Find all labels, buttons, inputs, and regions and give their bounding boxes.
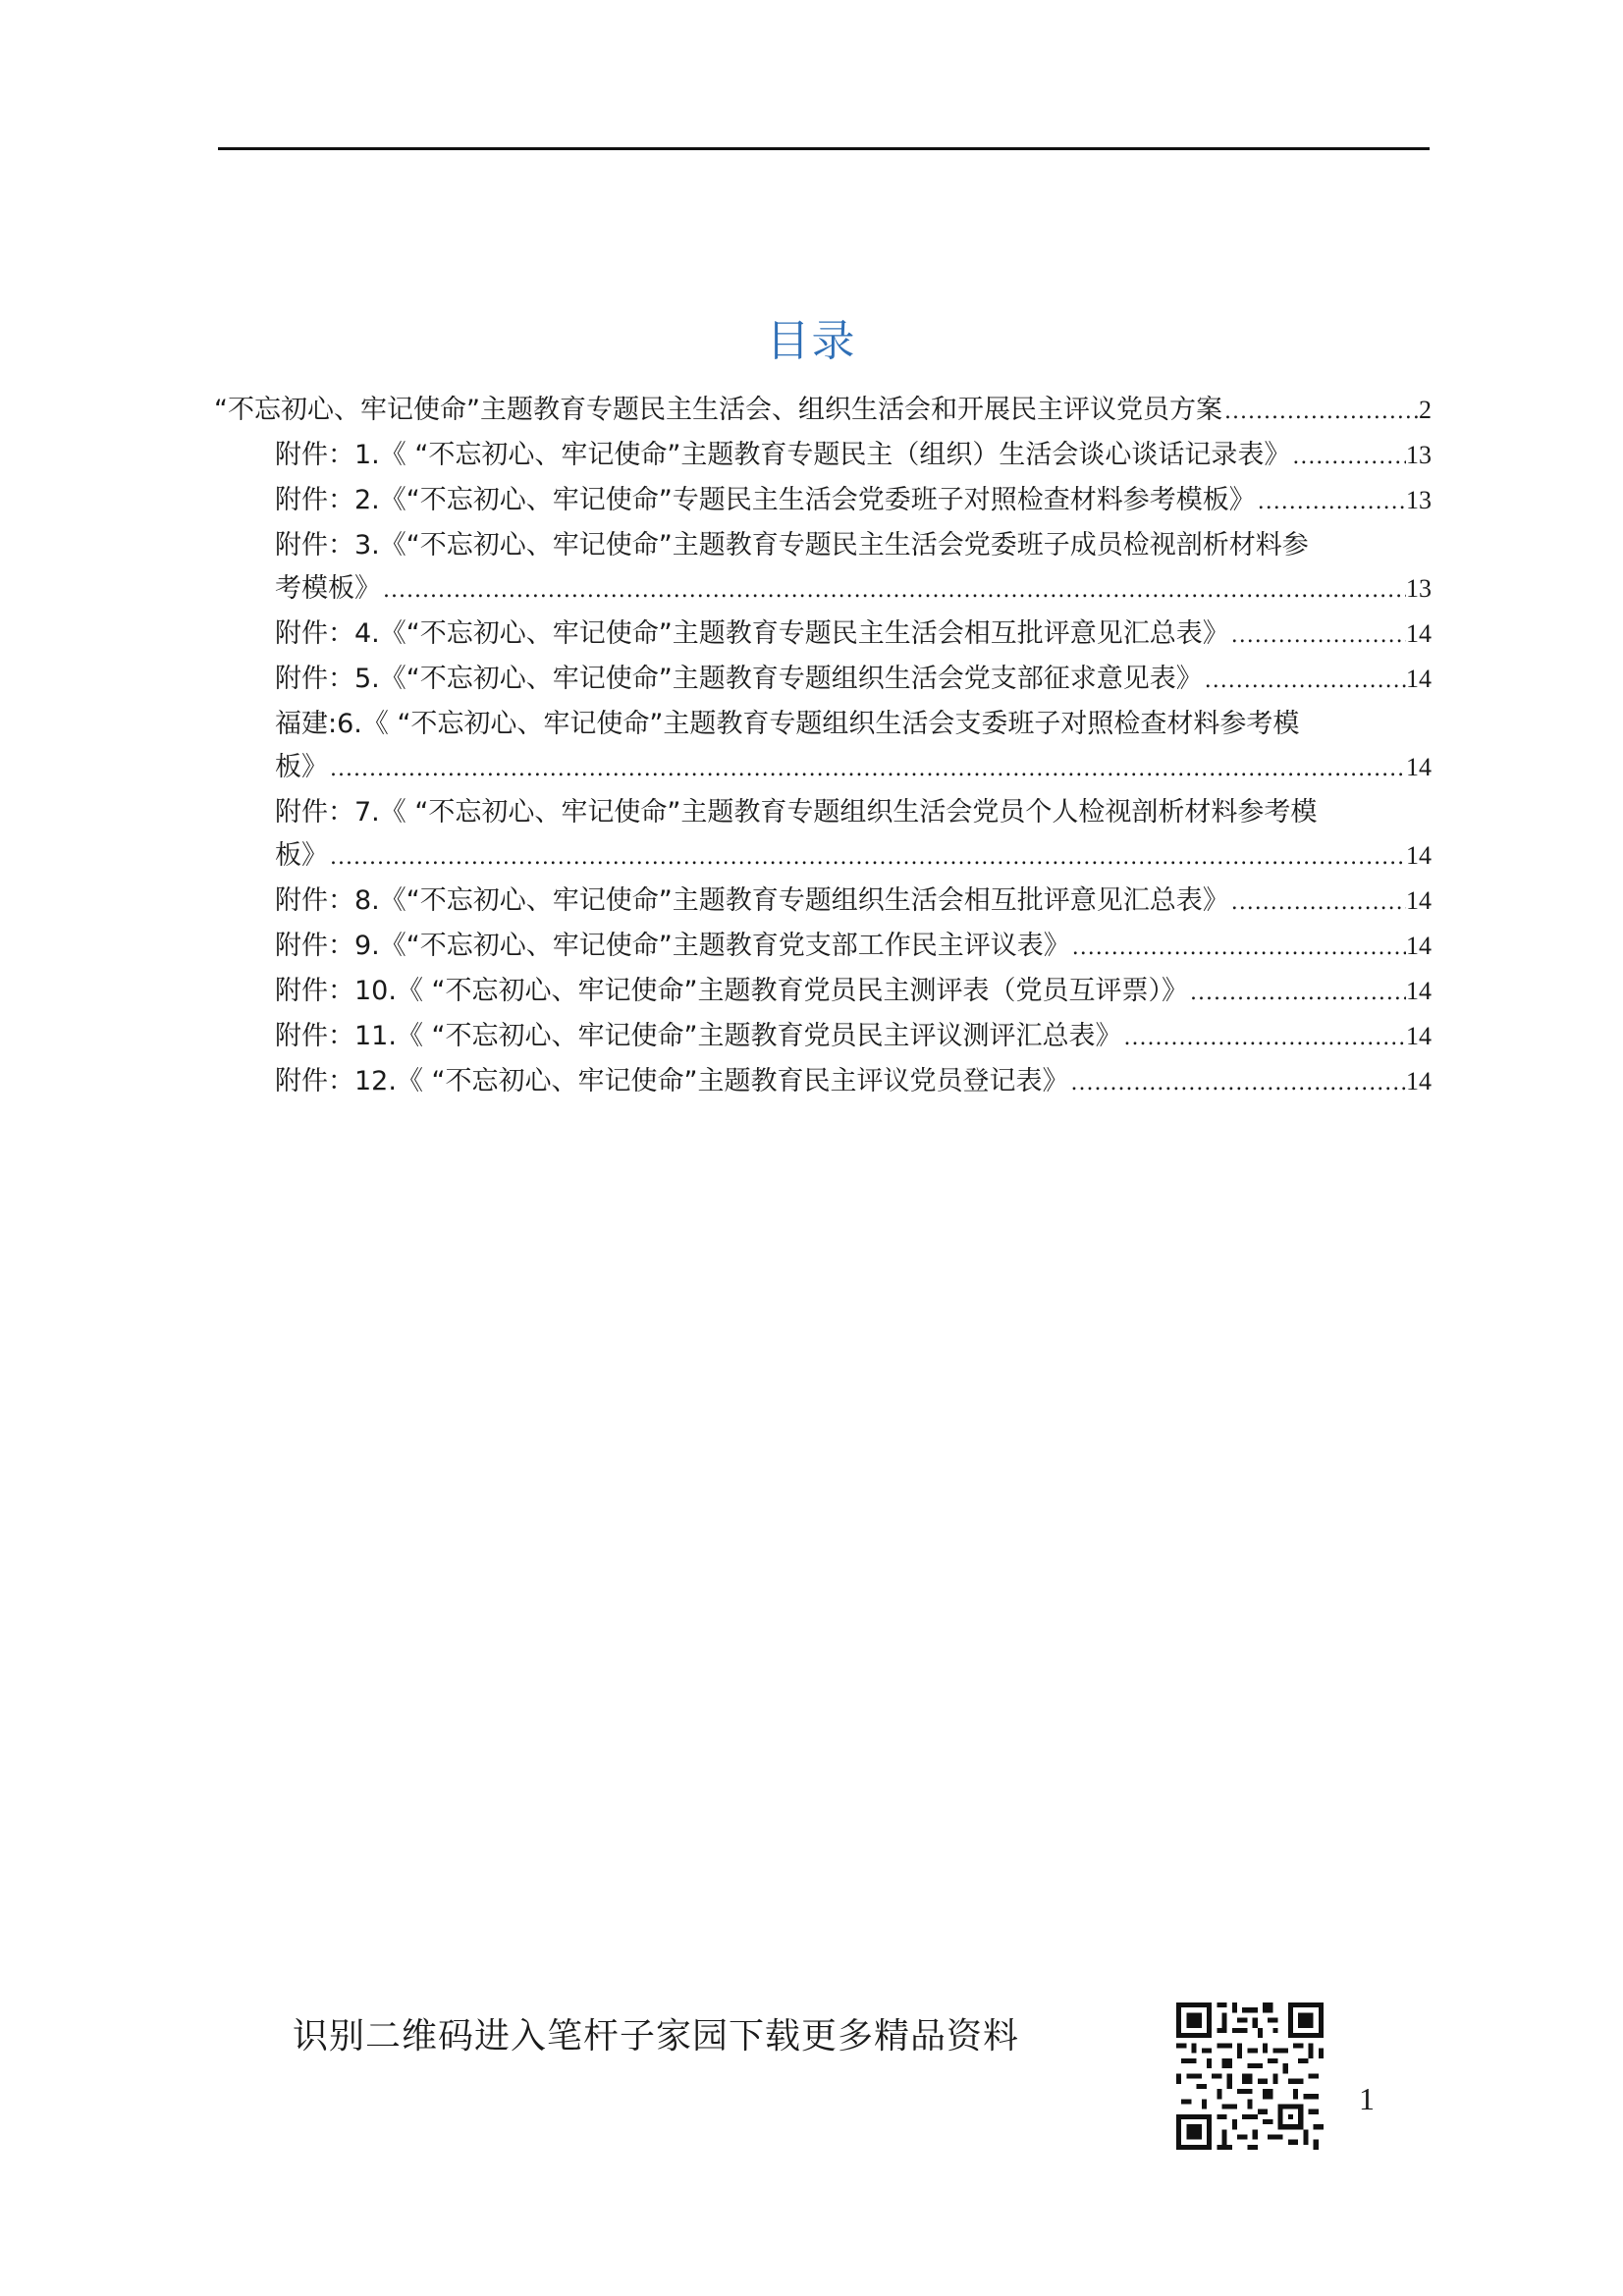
dot-leader	[1222, 391, 1419, 434]
toc-entry-text: 附件：9.《“不忘初心、牢记使命”主题教育党支部工作民主评议表》	[275, 931, 1070, 961]
page-number: 1	[1359, 2081, 1375, 2116]
dot-leader	[1256, 481, 1406, 524]
toc-entry-text: 附件：8.《“不忘初心、牢记使命”主题教育专题组织生活会相互批评意见汇总表》	[275, 885, 1229, 916]
dot-leader	[1203, 660, 1406, 703]
dot-leader	[381, 569, 1406, 613]
toc-entry-page: 14	[1406, 619, 1432, 648]
toc-entry-text: 附件：4.《“不忘初心、牢记使命”主题教育专题民主生活会相互批评意见汇总表》	[275, 618, 1229, 649]
toc-entry-attachment-4[interactable]	[214, 613, 1432, 658]
toc-entry-attachment-9[interactable]	[214, 925, 1432, 970]
table-of-contents	[214, 389, 1432, 1105]
dot-leader	[1188, 972, 1406, 1015]
toc-entry-page: 14	[1406, 753, 1432, 781]
toc-entry-attachment-10[interactable]	[214, 970, 1432, 1015]
toc-entry-text: 附件：11.《 “不忘初心、牢记使命”主题教育党员民主评议测评汇总表》	[275, 1021, 1122, 1051]
toc-entry-text: 附件：5.《“不忘初心、牢记使命”主题教育专题组织生活会党支部征求意见表》	[275, 664, 1203, 694]
toc-entry-page: 14	[1406, 932, 1432, 960]
dot-leader	[328, 748, 1406, 791]
toc-entry-page: 13	[1406, 486, 1432, 514]
dot-leader	[1290, 436, 1406, 479]
footer-promo-text: 识别二维码进入笔杆子家园下载更多精品资料	[293, 2016, 1020, 2056]
toc-entry-main[interactable]	[214, 389, 1432, 434]
toc-entry-text: 附件：12.《 “不忘初心、牢记使命”主题教育民主评议党员登记表》	[275, 1066, 1069, 1096]
dot-leader	[328, 836, 1406, 880]
toc-entry-text: “不忘初心、牢记使命”主题教育专题民主生活会、组织生活会和开展民主评议党员方案	[214, 395, 1222, 425]
header-rule	[218, 147, 1430, 150]
toc-entry-page: 14	[1406, 665, 1432, 693]
toc-entry-text: 附件：2.《“不忘初心、牢记使命”专题民主生活会党委班子对照检查材料参考模板》	[275, 485, 1256, 515]
toc-entry-attachment-2[interactable]	[214, 479, 1432, 524]
toc-entry-page: 2	[1419, 396, 1432, 424]
toc-entry-page: 14	[1406, 841, 1432, 870]
toc-entry-text-line2: 板》	[275, 840, 328, 871]
toc-entry-attachment-6[interactable]	[214, 703, 1432, 791]
toc-entry-page: 14	[1406, 977, 1432, 1005]
toc-entry-attachment-8[interactable]	[214, 880, 1432, 925]
toc-entry-attachment-7[interactable]	[214, 791, 1432, 880]
toc-entry-page: 14	[1406, 1022, 1432, 1050]
toc-entry-page: 14	[1406, 886, 1432, 915]
toc-entry-page: 13	[1406, 574, 1432, 603]
toc-entry-text-line2: 板》	[275, 752, 328, 782]
qr-code-icon[interactable]	[1176, 2002, 1324, 2150]
toc-entry-page: 14	[1406, 1067, 1432, 1095]
dot-leader	[1069, 1062, 1407, 1105]
toc-entry-attachment-5[interactable]	[214, 658, 1432, 703]
dot-leader	[1070, 927, 1406, 970]
toc-entry-page: 13	[1406, 441, 1432, 469]
toc-entry-attachment-1[interactable]	[214, 434, 1432, 479]
toc-entry-text: 附件：10.《 “不忘初心、牢记使命”主题教育党员民主测评表（党员互评票）》	[275, 976, 1188, 1006]
toc-entry-text-line1: 附件：7.《 “不忘初心、牢记使命”主题教育专题组织生活会党员个人检视剖析材料参考模	[275, 797, 1318, 828]
toc-entry-text-line1: 福建:6.《 “不忘初心、牢记使命”主题教育专题组织生活会支委班子对照检查材料参考模	[275, 709, 1300, 739]
toc-entry-text: 附件：1.《 “不忘初心、牢记使命”主题教育专题民主（组织）生活会谈心谈话记录表》	[275, 440, 1291, 470]
dot-leader	[1122, 1017, 1407, 1060]
toc-entry-text-line2: 考模板》	[275, 573, 381, 604]
dot-leader	[1229, 881, 1406, 925]
toc-entry-attachment-12[interactable]	[214, 1060, 1432, 1105]
toc-entry-attachment-11[interactable]	[214, 1015, 1432, 1060]
dot-leader	[1229, 614, 1406, 658]
toc-title: 目录	[766, 316, 857, 366]
toc-entry-text-line1: 附件：3.《“不忘初心、牢记使命”主题教育专题民主生活会党委班子成员检视剖析材料参	[275, 530, 1309, 561]
toc-entry-attachment-3[interactable]	[214, 524, 1432, 613]
